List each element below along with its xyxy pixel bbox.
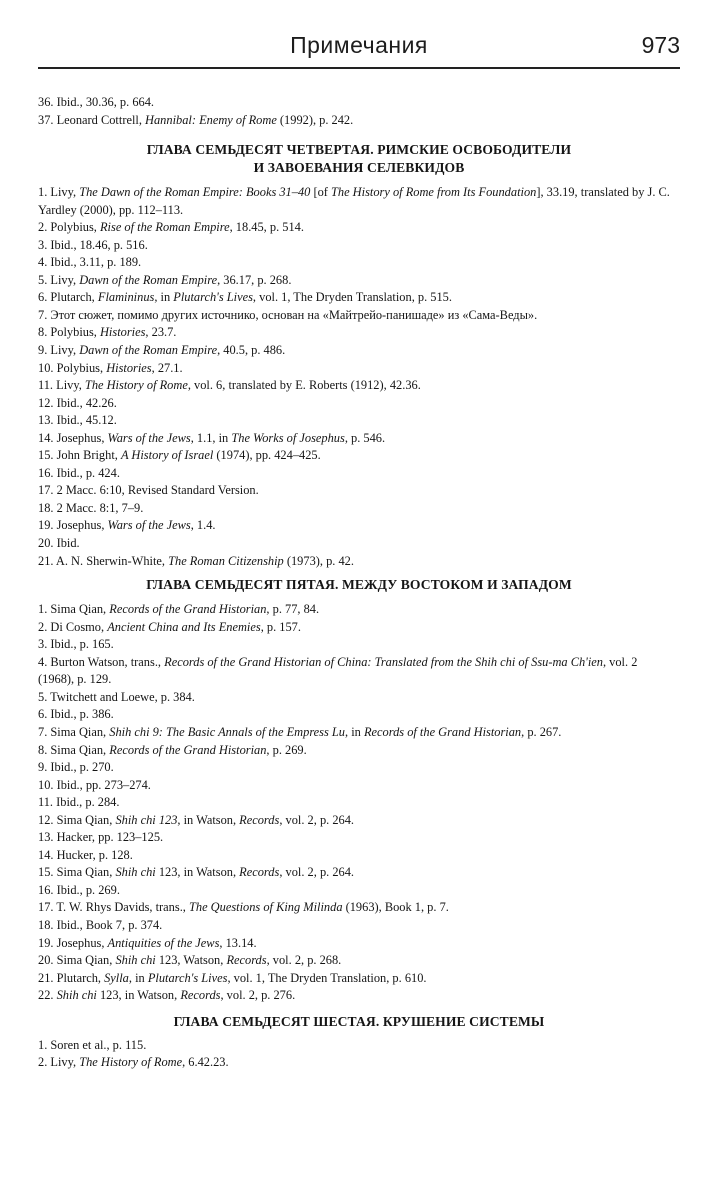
note-number: 21. xyxy=(38,970,54,985)
note-title-italic: Plutarch's Lives xyxy=(147,970,228,985)
note-text: [of xyxy=(310,185,331,200)
note-item xyxy=(38,184,680,219)
note-text: Hucker, p. 128. xyxy=(53,847,133,862)
note-text: Josephus, xyxy=(53,430,108,445)
note-text: Ibid., 45.12. xyxy=(53,413,117,428)
note-number: 1. xyxy=(38,602,48,617)
note-number: 4. xyxy=(38,255,48,270)
note-text: , 18.45, p. 514. xyxy=(229,220,304,235)
page-header xyxy=(38,28,680,66)
note-number: 7. xyxy=(38,307,48,322)
note-text: , vol. 2, p. 264. xyxy=(279,812,355,827)
note-number: 18. xyxy=(38,917,54,932)
note-text: 2 Macc. 6:10, Revised Standard Version. xyxy=(53,483,259,498)
note-text: , 23.7. xyxy=(145,325,177,340)
note-text: Ibid., 18.46, p. 516. xyxy=(47,237,148,252)
note-text: , vol. 2, p. 276. xyxy=(220,988,296,1003)
note-text: Sima Qian, xyxy=(53,953,116,968)
note-number: 19. xyxy=(38,518,54,533)
note-title-italic: Histories xyxy=(99,325,146,340)
chapter-76-notes xyxy=(38,1037,680,1072)
chapter-74-heading-line-1: ГЛАВА СЕМЬДЕСЯТ ЧЕТВЕРТАЯ. РИМСКИЕ ОСВОБОДИТЕЛИ xyxy=(146,142,572,158)
note-number: 9. xyxy=(38,343,48,358)
note-number: 15. xyxy=(38,865,54,880)
note-title-italic: Records of the Grand Historian of China: Translated from the Shih chi of Ssu-ma Ch'ien xyxy=(164,654,603,669)
note-title-italic: Records xyxy=(239,812,280,827)
note-title-italic: Records xyxy=(239,865,280,880)
header-rule xyxy=(38,67,680,69)
note-number: 20. xyxy=(38,536,54,551)
note-text: Ibid., 3.11, p. 189. xyxy=(47,255,142,270)
note-text: , in xyxy=(128,970,148,985)
note-item xyxy=(38,324,680,342)
note-title-italic: Antiquities of the Jews xyxy=(107,935,220,950)
note-number: 5. xyxy=(38,689,48,704)
note-item xyxy=(38,447,680,465)
note-item xyxy=(38,794,680,812)
note-item xyxy=(38,777,680,795)
note-title-italic: Shih chi 123 xyxy=(115,812,178,827)
note-number: 3. xyxy=(38,237,48,252)
notes-content xyxy=(38,94,680,1072)
note-text: , vol. 1, The Dryden Translation, p. 515. xyxy=(252,290,452,305)
note-item xyxy=(38,535,680,553)
running-title: Примечания xyxy=(290,32,428,58)
note-item xyxy=(38,952,680,970)
note-title-italic: Flamininus xyxy=(97,290,155,305)
note-title-italic: Records of the Grand Historian xyxy=(109,742,267,757)
note-number: 6. xyxy=(38,290,48,305)
note-text: 2 Macc. 8:1, 7–9. xyxy=(53,500,144,515)
note-text: Ibid., 30.36, p. 664. xyxy=(53,95,154,109)
note-item xyxy=(38,517,680,535)
note-number: 20. xyxy=(38,953,54,968)
note-text: Sima Qian, xyxy=(53,812,116,827)
note-number: 11. xyxy=(38,795,54,810)
note-title-italic: The History of Rome xyxy=(79,1055,183,1070)
note-text: , p. 269. xyxy=(266,742,307,757)
note-text: , p. 77, 84. xyxy=(266,602,320,617)
note-item xyxy=(38,619,680,637)
note-text: Polybius, xyxy=(47,325,100,340)
note-number: 15. xyxy=(38,448,54,463)
note-title-italic: Ancient China and Its Enemies xyxy=(107,619,261,634)
note-number: 16. xyxy=(38,882,54,897)
note-title-italic: Sylla xyxy=(104,970,129,985)
note-text: Plutarch, xyxy=(47,290,98,305)
note-number: 1. xyxy=(38,1037,48,1052)
note-item xyxy=(38,254,680,272)
note-number: 12. xyxy=(38,812,54,827)
note-text: , 1.4. xyxy=(190,518,216,533)
note-item xyxy=(38,237,680,255)
note-text: Этот сюжет, помимо других источнико, основан на «Майтрейо-панишаде» из «Сама-Веды». xyxy=(47,307,538,322)
notes-list-top xyxy=(38,94,680,129)
note-text: Sima Qian, xyxy=(47,602,110,617)
note-text: , in xyxy=(154,290,174,305)
note-number: 19. xyxy=(38,935,54,950)
note-text: Ibid., p. 424. xyxy=(53,465,120,480)
note-text: , 6.42.23. xyxy=(182,1055,229,1070)
note-number: 8. xyxy=(38,742,48,757)
note-text: , p. 546. xyxy=(344,430,386,445)
note-item xyxy=(38,899,680,917)
note-item xyxy=(38,412,680,430)
note-item xyxy=(38,307,680,325)
note-item xyxy=(38,724,680,742)
note-number: 3. xyxy=(38,637,48,652)
note-text: A. N. Sherwin-White, xyxy=(53,553,169,568)
note-text: , 27.1. xyxy=(151,360,183,375)
note-number: 18. xyxy=(38,500,54,515)
note-text: Polybius, xyxy=(53,360,107,375)
note-title-italic: Shih chi 9: The Basic Annals of the Empress Lu xyxy=(109,724,346,739)
note-number: 11. xyxy=(38,378,54,393)
note-number: 1. xyxy=(38,185,48,200)
note-text: T. W. Rhys Davids, trans., xyxy=(53,900,189,915)
note-text: John Bright, xyxy=(53,448,121,463)
note-item xyxy=(38,689,680,707)
note-number: 37. xyxy=(38,112,54,127)
note-number: 36. xyxy=(38,95,54,109)
note-item xyxy=(38,482,680,500)
note-title-italic: Records xyxy=(226,953,267,968)
note-text: Hacker, pp. 123–125. xyxy=(53,830,164,845)
note-text: , vol. 2, p. 264. xyxy=(279,865,355,880)
note-title-italic: Wars of the Jews xyxy=(107,430,191,445)
note-item xyxy=(38,987,680,1005)
note-item xyxy=(38,706,680,724)
note-number: 2. xyxy=(38,1055,48,1070)
note-item xyxy=(38,812,680,830)
note-text: (1974), pp. 424–425. xyxy=(213,448,321,463)
note-number: 16. xyxy=(38,465,54,480)
chapter-76-heading: ГЛАВА СЕМЬДЕСЯТ ШЕСТАЯ. КРУШЕНИЕ СИСТЕМЫ xyxy=(173,1013,545,1029)
note-text: Livy, xyxy=(47,272,80,287)
note-text: Josephus, xyxy=(53,935,108,950)
note-text: , vol. 6, translated by E. Roberts (1912), 42.36. xyxy=(187,378,421,393)
note-text: Ibid., p. 284. xyxy=(53,795,120,810)
note-title-italic: Wars of the Jews xyxy=(107,518,191,533)
note-number: 22. xyxy=(38,988,54,1003)
note-text: , 36.17, p. 268. xyxy=(217,272,292,287)
note-number: 13. xyxy=(38,413,54,428)
note-title-italic: The Dawn of the Roman Empire: Books 31–40 xyxy=(79,185,311,200)
note-text: , 13.14. xyxy=(219,935,257,950)
note-item xyxy=(38,1037,680,1055)
note-item xyxy=(38,377,680,395)
chapter-74-heading-line-2: И ЗАВОЕВАНИЯ СЕЛЕВКИДОВ xyxy=(253,160,465,176)
note-text: Ibid., p. 165. xyxy=(47,637,114,652)
note-text: , vol. 1, The Dryden Translation, p. 610. xyxy=(227,970,427,985)
note-text: Ibid., pp. 273–274. xyxy=(53,777,151,792)
note-number: 2. xyxy=(38,220,48,235)
note-item xyxy=(38,636,680,654)
note-item xyxy=(38,465,680,483)
note-text: Livy, xyxy=(53,378,85,393)
note-title-italic: The Works of Josephus xyxy=(231,430,345,445)
note-number: 12. xyxy=(38,395,54,410)
note-text: Ibid., p. 270. xyxy=(47,760,114,775)
note-text: Twitchett and Loewe, p. 384. xyxy=(47,689,195,704)
note-item xyxy=(38,935,680,953)
note-text: (1992), p. 242. xyxy=(276,112,354,127)
note-item xyxy=(38,601,680,619)
note-title-italic: Shih chi xyxy=(115,953,156,968)
note-item xyxy=(38,917,680,935)
note-number: 9. xyxy=(38,760,48,775)
note-text: Polybius, xyxy=(47,220,100,235)
note-text: , 40.5, p. 486. xyxy=(217,343,286,358)
note-number: 8. xyxy=(38,325,48,340)
note-text: Sima Qian, xyxy=(53,865,116,880)
note-text: (1973), p. 42. xyxy=(283,553,354,568)
note-text: , p. 267. xyxy=(521,724,562,739)
note-title-italic: Shih chi xyxy=(115,865,156,880)
note-text: , p. 157. xyxy=(260,619,301,634)
note-text: Di Cosmo, xyxy=(47,619,108,634)
note-number: 17. xyxy=(38,483,54,498)
note-title-italic: Plutarch's Lives xyxy=(173,290,253,305)
note-text: Sima Qian, xyxy=(47,724,110,739)
note-item xyxy=(38,759,680,777)
note-item xyxy=(38,882,680,900)
note-item xyxy=(38,970,680,988)
note-text: 123, in Watson, xyxy=(155,865,240,880)
note-text: Livy, xyxy=(47,185,80,200)
note-text: Plutarch, xyxy=(53,970,105,985)
note-item xyxy=(38,289,680,307)
note-text: 123, in Watson, xyxy=(96,988,181,1003)
note-number: 13. xyxy=(38,830,54,845)
note-title-italic: Hannibal: Enemy of Rome xyxy=(145,112,277,127)
note-number: 6. xyxy=(38,707,48,722)
note-text: 123, Watson, xyxy=(155,953,227,968)
note-item xyxy=(38,654,680,689)
note-title-italic: Dawn of the Roman Empire xyxy=(79,343,218,358)
note-item xyxy=(38,94,680,112)
note-number: 14. xyxy=(38,430,54,445)
note-text: , 1.1, in xyxy=(190,430,232,445)
note-item xyxy=(38,430,680,448)
note-text: , vol. 2 (1968), p. 129. xyxy=(38,654,638,687)
note-item xyxy=(38,553,680,571)
note-title-italic: The History of Rome xyxy=(84,378,188,393)
chapter-75-notes xyxy=(38,601,680,1005)
note-number: 17. xyxy=(38,900,54,915)
note-number: 5. xyxy=(38,272,48,287)
note-title-italic: Rise of the Roman Empire xyxy=(99,220,230,235)
note-number: 7. xyxy=(38,724,48,739)
note-title-italic: The Roman Citizenship xyxy=(168,553,284,568)
note-item xyxy=(38,342,680,360)
note-text: , in Watson, xyxy=(177,812,240,827)
note-number: 4. xyxy=(38,654,48,669)
note-title-italic: Records of the Grand Historian xyxy=(109,602,267,617)
note-item xyxy=(38,829,680,847)
note-number: 2. xyxy=(38,619,48,634)
note-title-italic: Histories xyxy=(106,360,152,375)
note-item xyxy=(38,219,680,237)
note-number: 21. xyxy=(38,553,54,568)
note-text: Leonard Cottrell, xyxy=(53,112,146,127)
chapter-74-notes xyxy=(38,184,680,570)
note-text: Soren et al., p. 115. xyxy=(47,1037,147,1052)
note-number: 10. xyxy=(38,777,54,792)
note-text: Livy, xyxy=(47,343,80,358)
note-text: Ibid., Book 7, p. 374. xyxy=(53,917,163,932)
note-title-italic: Records xyxy=(180,988,221,1003)
note-text: Sima Qian, xyxy=(47,742,110,757)
note-item xyxy=(38,742,680,760)
note-title-italic: Shih chi xyxy=(56,988,97,1003)
note-item xyxy=(38,360,680,378)
note-number: 14. xyxy=(38,847,54,862)
note-text: , in xyxy=(345,724,364,739)
note-text: Josephus, xyxy=(53,518,108,533)
note-text: Ibid., p. 386. xyxy=(47,707,114,722)
page-number: 973 xyxy=(641,32,680,58)
chapter-75-heading: ГЛАВА СЕМЬДЕСЯТ ПЯТАЯ. МЕЖДУ ВОСТОКОМ И ЗАПАДОМ xyxy=(146,577,572,593)
note-text: Burton Watson, trans., xyxy=(47,654,165,669)
note-title-italic: Records of the Grand Historian xyxy=(363,724,522,739)
note-item xyxy=(38,500,680,518)
note-title-italic: Dawn of the Roman Empire xyxy=(79,272,218,287)
chapter-74-heading xyxy=(38,141,680,177)
note-item xyxy=(38,272,680,290)
note-text: Ibid. xyxy=(53,536,80,551)
note-item xyxy=(38,847,680,865)
note-item xyxy=(38,1054,680,1072)
note-title-italic: A History of Israel xyxy=(120,448,214,463)
note-text: , vol. 2, p. 268. xyxy=(266,953,342,968)
note-item xyxy=(38,112,680,130)
note-item xyxy=(38,864,680,882)
note-text: Ibid., 42.26. xyxy=(53,395,117,410)
note-text: ], 33.19, translated by J. C. Yardley (2000), pp. 112–113. xyxy=(38,185,670,217)
note-title-italic: The History of Rome from Its Foundation xyxy=(331,185,537,200)
note-number: 10. xyxy=(38,360,54,375)
note-text: (1963), Book 1, p. 7. xyxy=(342,900,449,915)
note-title-italic: The Questions of King Milinda xyxy=(189,900,343,915)
note-item xyxy=(38,395,680,413)
note-text: Ibid., p. 269. xyxy=(53,882,120,897)
note-text: Livy, xyxy=(47,1055,80,1070)
